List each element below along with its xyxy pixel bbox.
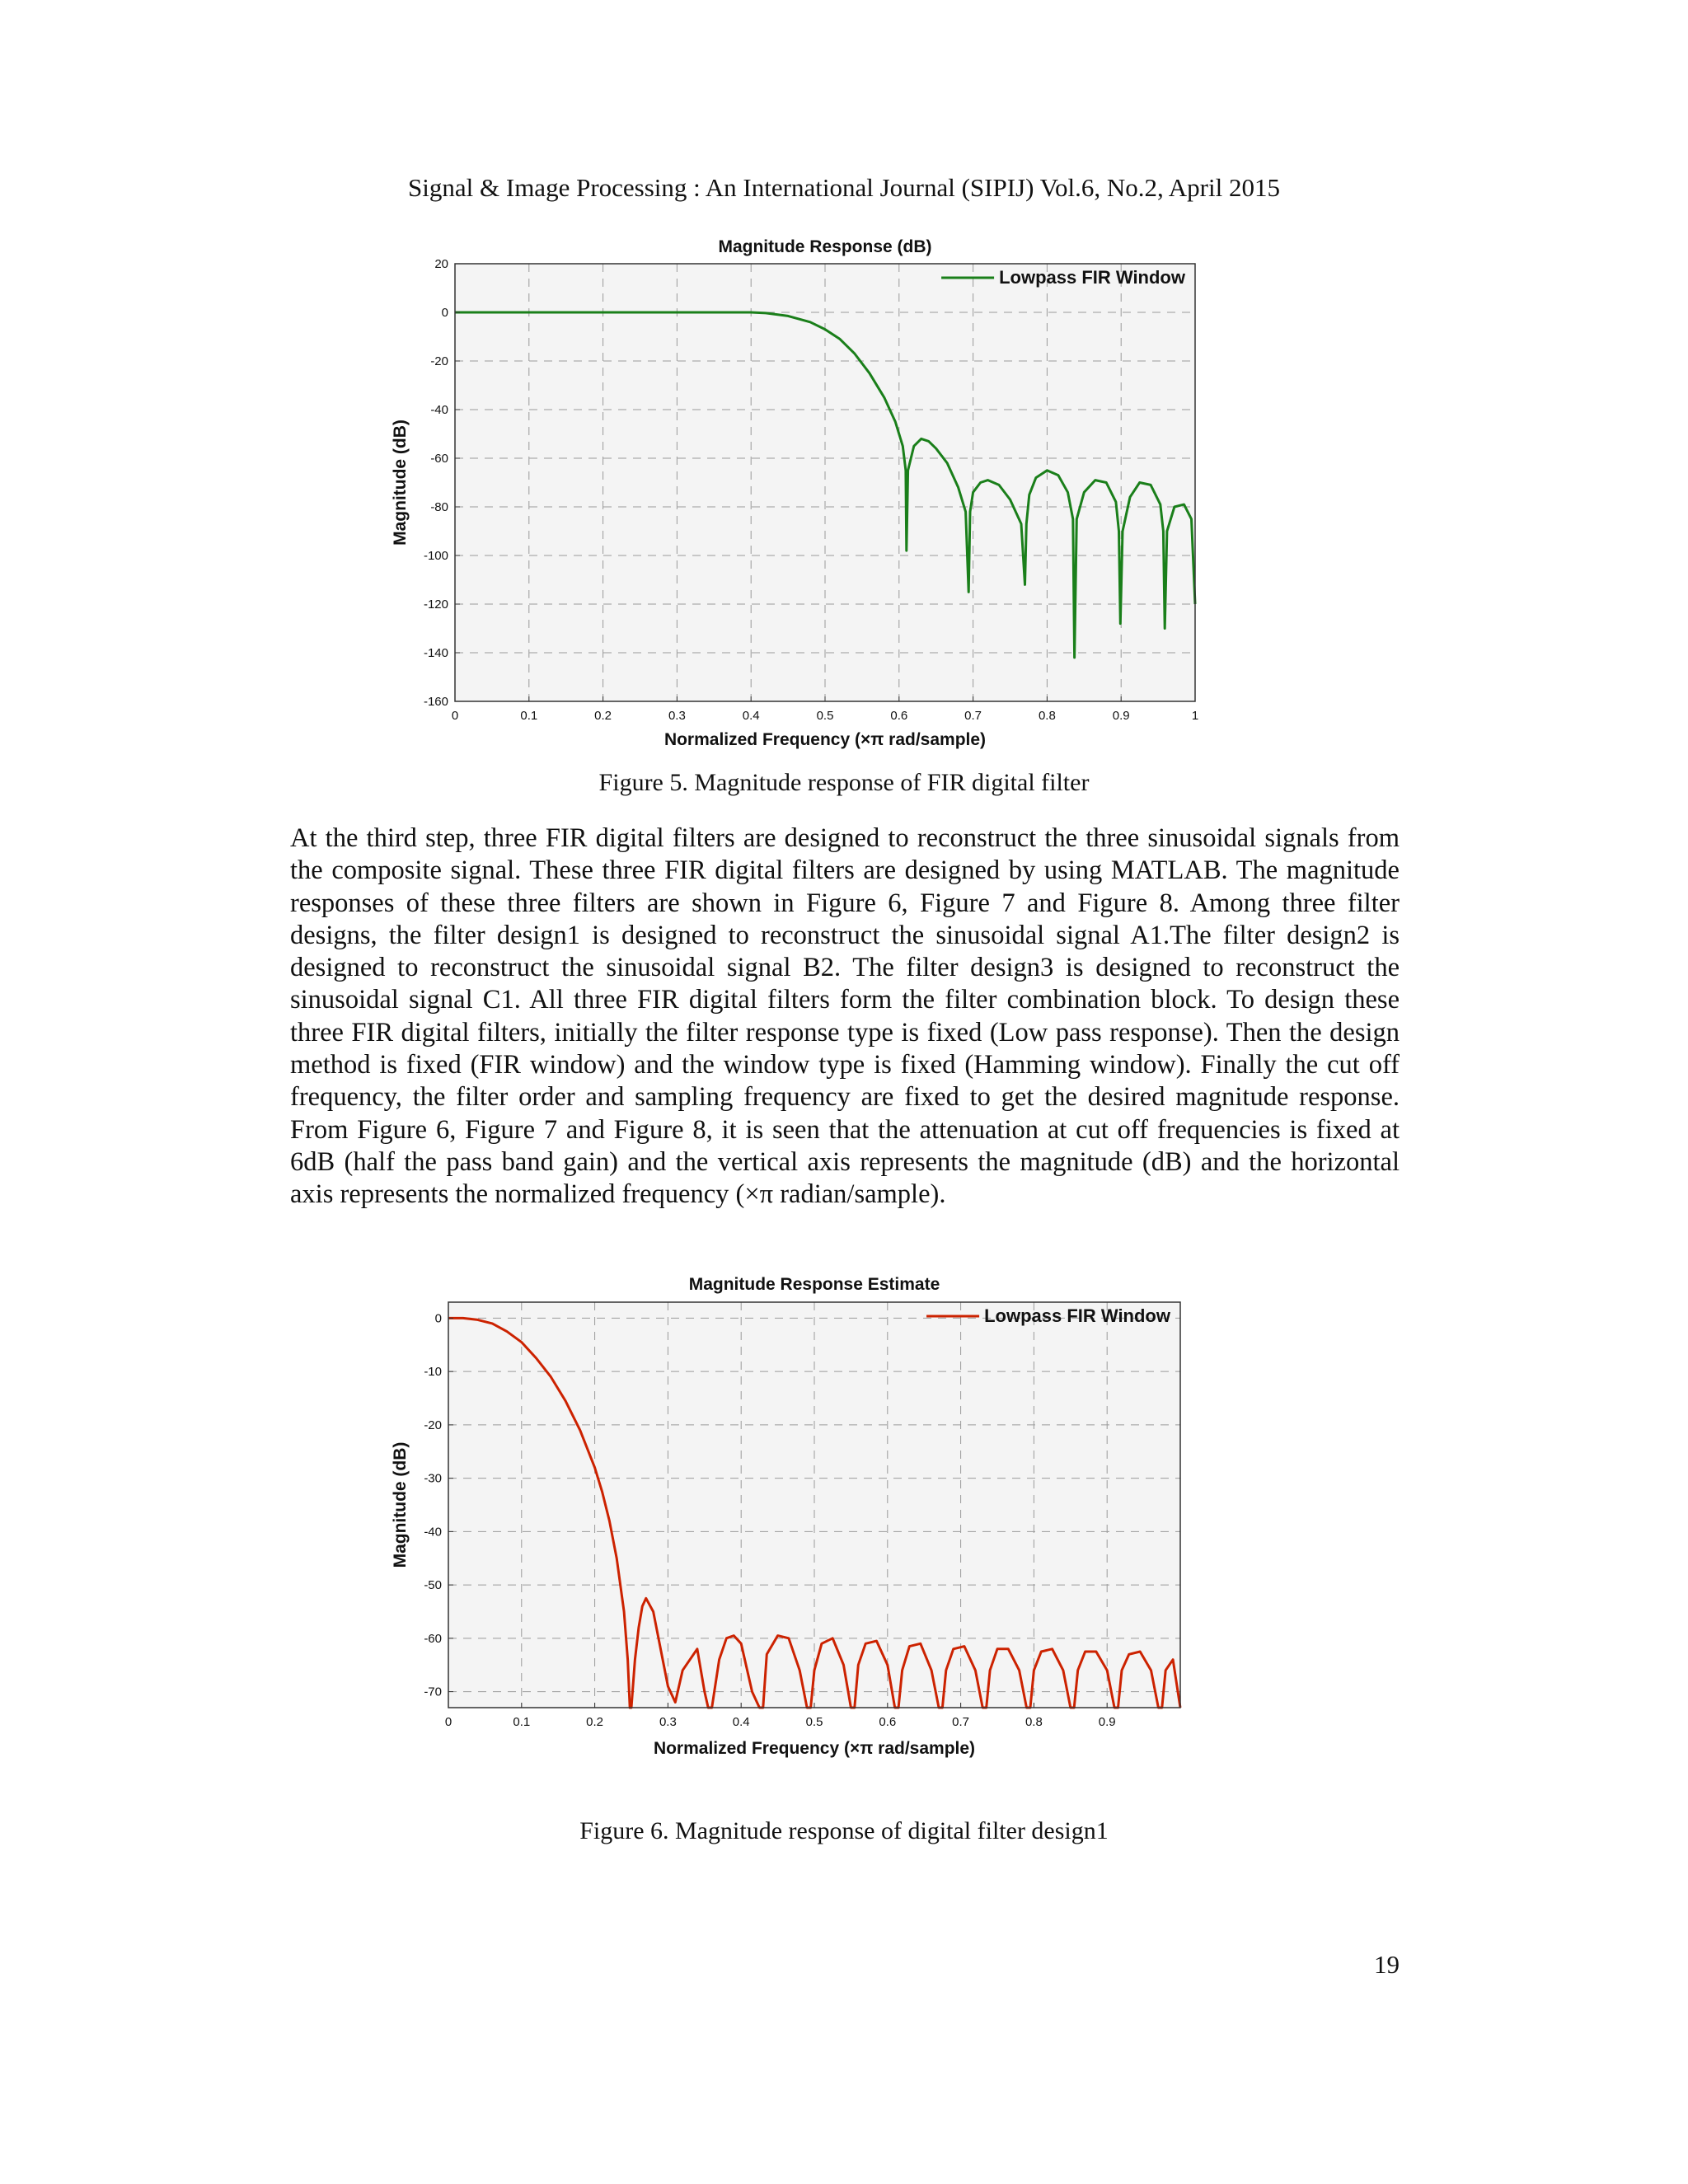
- x-tick-label: 0.1: [513, 1715, 531, 1729]
- x-tick-label: 0.8: [1038, 709, 1056, 723]
- running-header: Signal & Image Processing : An International Journal (SIPIJ) Vol.6, No.2, April 2015: [408, 173, 1280, 202]
- y-tick-label: 0: [441, 306, 448, 320]
- y-tick-label: -50: [424, 1578, 442, 1593]
- x-tick-label: 0.5: [805, 1715, 823, 1729]
- x-tick-label: 0.9: [1098, 1715, 1116, 1729]
- x-tick-label: 0.8: [1025, 1715, 1043, 1729]
- x-tick-label: 0.6: [890, 709, 908, 723]
- y-tick-label: 20: [434, 257, 448, 271]
- y-tick-label: -30: [424, 1471, 442, 1486]
- x-tick-label: 0.2: [594, 709, 612, 723]
- x-tick-label: 0.4: [742, 709, 760, 723]
- x-tick-label: 0.3: [668, 709, 686, 723]
- chart-title: Magnitude Response (dB): [718, 237, 932, 256]
- y-axis-label: Magnitude (dB): [391, 1441, 410, 1568]
- y-tick-label: -160: [423, 695, 448, 709]
- y-tick-label: -80: [430, 500, 448, 514]
- y-tick-label: -60: [430, 452, 448, 466]
- y-tick-label: -20: [424, 1418, 442, 1432]
- x-tick-label: 0.7: [964, 709, 982, 723]
- body-paragraph: At the third step, three FIR digital filters are designed to reconstruct the three sinusoidal signals from the composite signal. These three FIR digital filters are designed by using MATLAB. The magnitude responses of these three filters are shown in Figure 6, Figure 7 and Figure 8. Among three filter designs, the filter design1 is designed to reconstruct the sinusoidal signal A1.The filter design2 is designed to reconstruct the sinusoidal signal B2. The filter design3 is designed to reconstruct the sinusoidal signal C1. All three FIR digital filters form the filter combination block. To design these three FIR digital filters, initially the filter response type is fixed (Low pass response). Then the design method is fixed (FIR window) and the window type is fixed (Hamming window). Finally the cut off frequency, the filter order and sampling frequency are fixed to get the desired magnitude response. From Figure 6, Figure 7 and Figure 8, it is seen that the attenuation at cut off frequencies is fixed at 6dB (half the pass band gain) and the vertical axis represents the magnitude (dB) and the horizontal axis represents the normalized frequency (×π radian/sample).: [290, 823, 1400, 1210]
- legend-label: Lowpass FIR Window: [999, 267, 1185, 288]
- figure-6-chart: [379, 1269, 1236, 1765]
- x-tick-label: 0.9: [1112, 709, 1130, 723]
- y-tick-label: 0: [434, 1311, 442, 1326]
- x-axis-label: Normalized Frequency (×π rad/sample): [663, 730, 987, 749]
- y-axis-label: Magnitude (dB): [391, 419, 410, 546]
- x-tick-label: 0.1: [520, 709, 538, 723]
- y-tick-label: -70: [424, 1685, 442, 1699]
- x-tick-label: 0: [444, 1715, 452, 1729]
- y-tick-label: -40: [430, 403, 448, 417]
- y-tick-label: -40: [424, 1525, 442, 1540]
- y-tick-label: -20: [430, 354, 448, 368]
- legend-label: Lowpass FIR Window: [984, 1305, 1170, 1326]
- x-tick-label: 0.7: [952, 1715, 970, 1729]
- x-tick-label: 0.3: [659, 1715, 677, 1729]
- figure-5-caption: Figure 5. Magnitude response of FIR digital filter: [598, 769, 1090, 796]
- y-tick-label: -120: [423, 598, 448, 612]
- y-tick-label: -60: [424, 1631, 442, 1646]
- y-tick-label: -100: [423, 549, 448, 563]
- x-tick-label: 1: [1191, 709, 1199, 723]
- x-tick-label: 0.5: [816, 709, 834, 723]
- y-tick-label: -10: [424, 1365, 442, 1380]
- figure-6-caption: Figure 6. Magnitude response of digital filter design1: [579, 1817, 1109, 1844]
- x-tick-label: 0.6: [879, 1715, 897, 1729]
- chart-title: Magnitude Response Estimate: [688, 1275, 940, 1294]
- figure-5-chart: [379, 229, 1236, 755]
- x-tick-label: 0.2: [586, 1715, 604, 1729]
- x-tick-label: 0: [451, 709, 459, 723]
- page-number: 19: [1374, 1950, 1400, 1979]
- x-tick-label: 0.4: [732, 1715, 750, 1729]
- x-axis-label: Normalized Frequency (×π rad/sample): [653, 1739, 976, 1758]
- y-tick-label: -140: [423, 646, 448, 660]
